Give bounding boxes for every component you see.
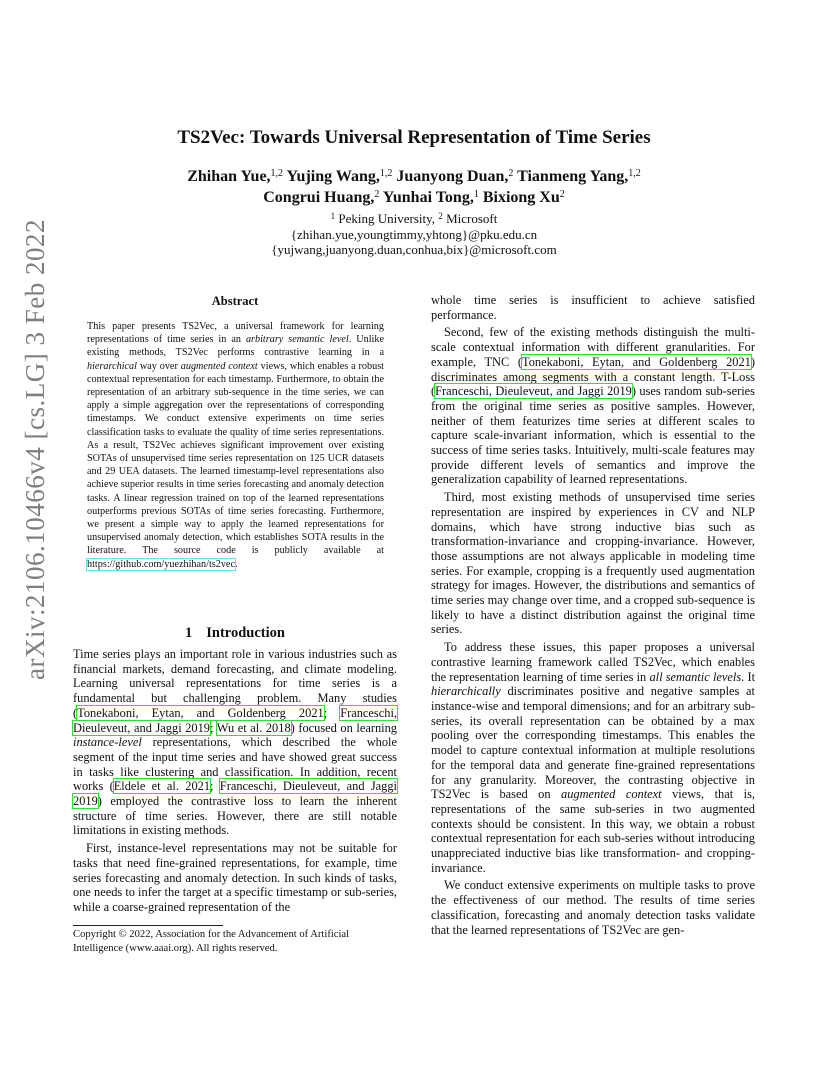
abstract-emphasis: augmented context	[180, 360, 258, 372]
institution: Microsoft	[442, 211, 498, 226]
text: Time series plays an important role in various industries such as financial markets, demand forecasting, and climate modeling. Learning universal representations for time series is a fundamental but challenging problem. Many studies (	[73, 647, 397, 720]
email-line: {yujwang,juanyong.duan,conhua,bix}@microsoft.com	[271, 242, 557, 257]
text: ) focused on learning	[290, 720, 397, 735]
affil-mark: 1	[330, 211, 336, 221]
text: ) uses random sub-series from the original time series as positive samples. However, neither of them featurizes time series at different scales to capture scale-invariant information, which is essential to the success of time series tasks. Intuitively, multi-scale features may provide different levels of semantics and improve the generalization capability of learned representations.	[431, 384, 755, 487]
author-affil-mark: 1,2	[379, 168, 393, 179]
paragraph	[431, 325, 755, 487]
paper-title: TS2Vec: Towards Universal Representation of Time Series	[177, 127, 651, 148]
github-link[interactable]: https://github.com/yuezhihan/ts2vec	[87, 558, 235, 570]
author-name: Congrui Huang,	[263, 189, 375, 206]
abstract-text: views, which enables a robust contextual representation for each timestamp. Furthermore, to obtain the representation of an arbitrary sub-sequence in the time series, we can apply a simple aggregation over the representations of corresponding timestamps. We conduct extensive experiments on time series classification tasks to evaluate the quality of time series representations. As a result, TS2Vec achieves significant improvement over existing SOTAs of unsupervised time series representation on 125 UCR datasets and 29 UEA datasets. The learned timestamp-level representations also achieve superior results in time series forecasting and anomaly detection tasks. A linear regression trained on top of the learned representations outperforms previous SOTAs of time series forecasting. Furthermore, we present a simple way to apply the learned representations for unsupervised anomaly detection, which establishes SOTA results in the literature. The source code is publicly available at	[87, 360, 384, 557]
emphasis: hierarchically	[431, 684, 501, 699]
section-title: Introduction	[206, 625, 285, 641]
text: discriminates positive and negative samples at instance-wise and temporal dimensions; and for an arbitrary sub-series, its overall representation can be obtained by a max pooling over the corresponding timestamps. This enables the model to capture contextual information at multiple resolutions for the temporal data and generate fine-grained representations for any granularity. Moreover, the contrasting objective in TS2Vec is based on	[431, 684, 755, 802]
emphasis: augmented context	[561, 787, 662, 802]
author-affil-mark: 1,2	[270, 168, 284, 179]
citation-link[interactable]: Franceschi, Dieuleveut, and Jaggi 2019	[73, 779, 397, 809]
author-affil-mark: 2	[508, 168, 514, 179]
text: ) employed the contrastive loss to learn the inherent structure of time series. However, there are still notable limitations in existing methods.	[73, 794, 397, 838]
institution: Peking University,	[335, 211, 439, 226]
author-name: Bixiong Xu	[478, 189, 560, 206]
text: ;	[209, 720, 217, 735]
citation-link[interactable]: Tonekaboni, Eytan, and Goldenberg 2021	[522, 354, 751, 369]
author-affil-mark: 2	[374, 189, 380, 200]
abstract-text: .	[234, 558, 238, 570]
author-name: Juanyong Duan,	[392, 168, 509, 185]
text: ;	[210, 779, 220, 794]
abstract-heading: Abstract	[211, 294, 259, 308]
intro-body	[73, 647, 397, 915]
abstract-text: . Unlike existing methods, TS2Vec performs contrastive learning in a	[87, 334, 384, 359]
citation-link[interactable]: Franceschi, Dieuleveut, and Jaggi 2019	[73, 705, 397, 735]
author-affil-mark: 2	[559, 189, 565, 200]
citation-link[interactable]: Tonekaboni, Eytan, and Goldenberg 2021	[77, 705, 324, 720]
paragraph: Third, most existing methods of unsupervised time series representation are inspired by experiences in CV and NLP domains, which have strong inductive bias such as transformation-invariance and cropping-invariance. However, those assumptions are not always applicable in modeling time series. For example, cropping is a frequently used augmentation strategy for images. However, the distributions and semantics of time series may change over time, and a cropped sub-sequence is likely to have a distinct distribution against the original time series.	[431, 490, 755, 637]
affil-mark: 2	[438, 211, 443, 221]
author-name: Yunhai Tong,	[379, 189, 474, 206]
section-heading	[73, 625, 397, 642]
abstract-text: way over	[136, 360, 181, 372]
right-body	[431, 293, 755, 937]
arxiv-stamp: arXiv:2106.10466v4 [cs.LG] 3 Feb 2022	[20, 219, 50, 680]
author-affil-mark: 1	[473, 189, 479, 200]
email-line: {zhihan.yue,youngtimmy,yhtong}@pku.edu.cn	[290, 226, 538, 242]
text: To address these issues, this paper proposes a universal contrastive learning framework called TS2Vec, which enables the representation learning of time series in	[431, 640, 755, 684]
author-name: Yujing Wang,	[283, 168, 380, 185]
citation-link[interactable]: Eldele et al. 2021	[113, 779, 211, 794]
copyright-notice: Copyright © 2022, Association for the Advancement of Artificial Intelligence (www.aaai.org). All rights reserved.	[73, 929, 350, 954]
author-name: Tianmeng Yang,	[513, 168, 629, 185]
section-number: 1	[185, 625, 193, 641]
paragraph: First, instance-level representations may not be suitable for tasks that need fine-grained representations, for example, time series forecasting and anomaly detection. In such kinds of tasks, one needs to infer the target at a specific timestamp or sub-series, while a coarse-grained representation of the	[73, 841, 397, 914]
paragraph: We conduct extensive experiments on multiple tasks to prove the effectiveness of our method. The results of time series classification, forecasting and anomaly detection tasks validate that the learned representations of TS2Vec are gen-	[431, 878, 755, 937]
text: ;	[323, 705, 341, 720]
text: Second, few of the existing methods distinguish the multi-scale contextual information with different granularities. For example, TNC (	[431, 325, 755, 369]
author-list	[0, 166, 828, 208]
abstract-emphasis: arbitrary semantic level	[245, 334, 349, 346]
paragraph	[431, 640, 755, 875]
citation-link[interactable]: Wu et al. 2018	[216, 720, 291, 735]
emphasis: instance-level	[73, 735, 142, 750]
text: representations, which described the whole segment of the input time series and have showed great success in tasks like clustering and classification. In addition, recent works (	[73, 735, 397, 794]
affiliations	[0, 211, 828, 258]
author-name: Zhihan Yue,	[187, 168, 271, 185]
paragraph: whole time series is insufficient to achieve satisfied performance.	[431, 293, 755, 322]
text: ) discriminates among segments with a constant length. T-Loss (	[431, 354, 755, 399]
citation-link[interactable]: Franceschi, Dieuleveut, and Jaggi 2019	[435, 384, 632, 399]
footnote-rule	[73, 925, 223, 926]
abstract-body	[87, 320, 384, 571]
abstract-emphasis: hierarchical	[87, 360, 137, 372]
author-affil-mark: 1,2	[628, 168, 641, 179]
paragraph	[73, 647, 397, 838]
abstract-text: This paper presents TS2Vec, a universal framework for learning representations of time series in an	[87, 321, 384, 346]
text: . It	[741, 669, 756, 684]
institution-line	[0, 211, 828, 227]
emphasis: all semantic levels	[649, 669, 742, 684]
text: views, that is, representations of the same sub-series in two augmented contexts should be consistent. In this way, we obtain a robust contextual representation for each sub-series without introducing unappreciated inductive bias like transformation- and cropping-invariance.	[431, 787, 755, 875]
